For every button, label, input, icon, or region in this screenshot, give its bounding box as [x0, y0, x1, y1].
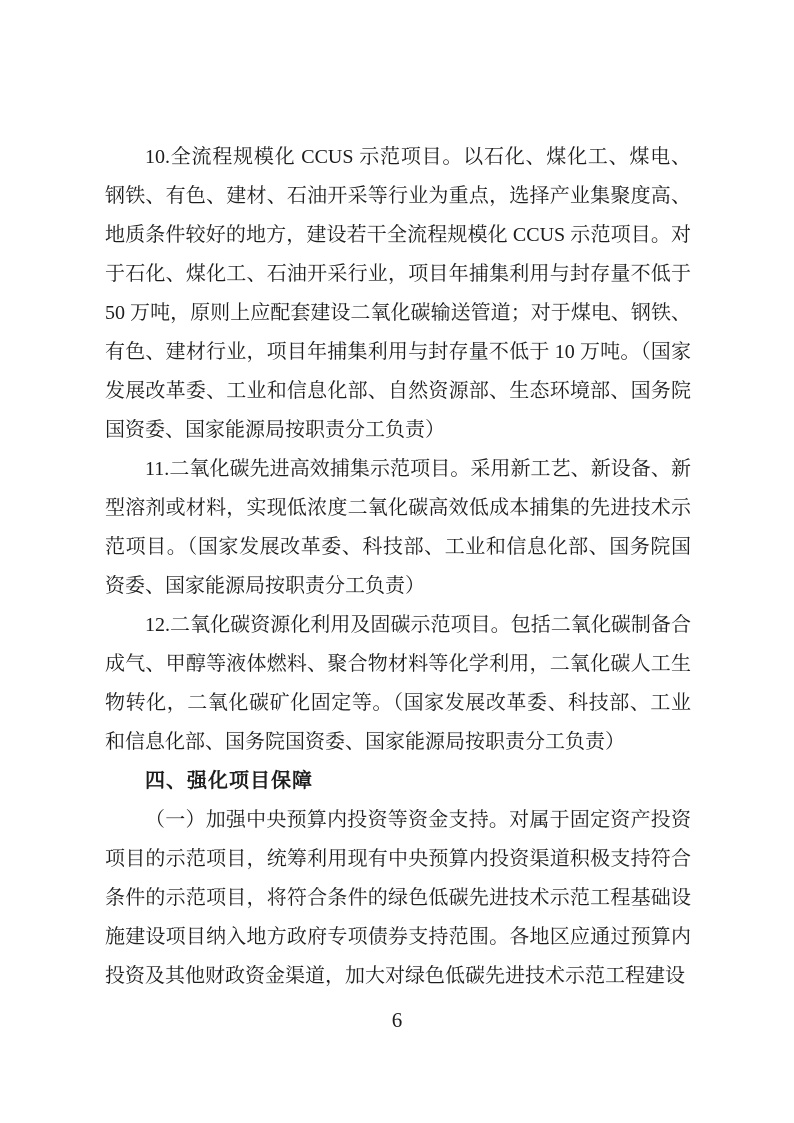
paragraph-co2-resource-utilization-demo: 12.二氧化碳资源化利用及固碳示范项目。包括二氧化碳制备合成气、甲醇等液体燃料、聚合物材料等化学利用，二氧化碳人工生物转化，二氧化碳矿化固定等。（国家发展改革委、科技部、工业和信息化部、国务院国资委、国家能源局按职责分工负责）: [105, 614, 691, 753]
section-heading-strengthen-project-support: 四、强化项目保障: [145, 770, 313, 792]
page-number: 6: [391, 1008, 403, 1032]
paragraph-co2-advanced-capture-demo: 11.二氧化碳先进高效捕集示范项目。采用新工艺、新设备、新型溶剂或材料，实现低浓度二氧化碳高效低成本捕集的先进技术示范项目。（国家发展改革委、科技部、工业和信息化部、国务院国资委、国家能源局按职责分工负责）: [105, 458, 691, 597]
paragraph-ccus-full-chain-demo: 10.全流程规模化 CCUS 示范项目。以石化、煤化工、煤电、钢铁、有色、建材、石油开采等行业为重点，选择产业集聚度高、地质条件较好的地方，建设若干全流程规模化 CCUS 示范项目。对于石化、煤化工、石油开采行业，项目年捕集利用与封存量不低于 50 万吨，原则上应配套建设二氧化碳输送管道；对于煤电、钢铁、有色、建材行业，项目年捕集利用与封存量不低于 10 万吨。（国家发展改革委、工业和信息化部、自然资源部、生态环境部、国务院国资委、国家能源局按职责分工负责）: [105, 146, 691, 441]
document-body: [105, 138, 691, 996]
paragraph-central-budget-investment-support: （一）加强中央预算内投资等资金支持。对属于固定资产投资项目的示范项目，统筹利用现有中央预算内投资渠道积极支持符合条件的示范项目，将符合条件的绿色低碳先进技术示范工程基础设施建设项目纳入地方政府专项债券支持范围。各地区应通过预算内投资及其他财政资金渠道，加大对绿色低碳先进技术示范工程建设: [105, 809, 691, 987]
